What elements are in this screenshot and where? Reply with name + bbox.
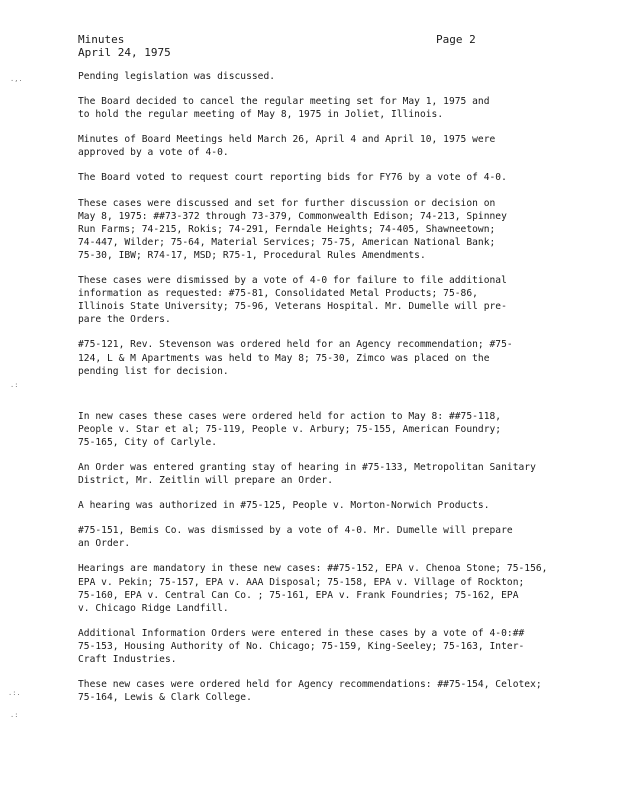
paragraph [78,627,560,666]
paragraph [78,338,560,377]
text-line: 124, L & M Apartments was held to May 8; 75-30, Zimco was placed on the [78,352,490,364]
paragraph [78,410,560,449]
text-line: In new cases these cases were ordered held for action to May 8: ##75-118, [78,410,502,422]
text-line: These new cases were ordered held for Agency recommendations: ##75-154, Celotex; [78,679,542,691]
paragraph [78,524,560,550]
paragraph [78,70,560,83]
text-line: May 8, 1975: ##73-372 through 73-379, Commonwealth Edison; 74-213, Spinney [78,210,507,222]
text-line: #75-151, Bemis Co. was dismissed by a vote of 4-0. Mr. Dumelle will prepare [78,525,513,537]
paragraph [78,197,560,262]
text-line: 75-164, Lewis & Clark College. [78,692,252,704]
text-line: The Board decided to cancel the regular meeting set for May 1, 1975 and [78,96,490,108]
scan-mark: .: [10,711,19,719]
text-line: Hearings are mandatory in these new cases: ##75-152, EPA v. Chenoa Stone; 75-156, [78,563,548,575]
text-line: 75-30, IBW; R74-17, MSD; R75-1, Procedural Rules Amendments. [78,249,426,261]
paragraph [78,133,560,159]
text-line: an Order. [78,538,131,550]
text-line: Pending legislation was discussed. [78,71,276,82]
paragraph [78,95,560,121]
document-header [78,33,171,59]
text-line: Craft Industries. [78,654,177,665]
scan-mark: .: [10,381,19,389]
text-line: Illinois State University; 75-96, Veterans Hospital. Mr. Dumelle will pre- [78,301,507,313]
text-line: approved by a vote of 4-0. [78,147,229,159]
header-title: Minutes [78,33,125,46]
paragraph [78,499,560,512]
paragraph [78,562,560,614]
text-line: 75-165, City of Carlyle. [78,436,218,448]
header-date: April 24, 1975 [78,46,171,59]
text-line: Additional Information Orders were entered in these cases by a vote of 4-0:## [78,627,525,639]
text-line: These cases were discussed and set for further discussion or decision on [78,197,496,209]
text-line: A hearing was authorized in #75-125, People v. Morton-Norwich Products. [78,500,490,512]
minutes-body [78,70,560,716]
page-number: Page 2 [436,33,476,46]
paragraph [78,678,560,704]
text-line: 74-447, Wilder; 75-64, Material Services; 75-75, American National Bank; [78,236,496,248]
text-line: People v. Star et al; 75-119, People v. Arbury; 75-155, American Foundry; [78,423,502,435]
paragraph [78,461,560,487]
text-line: to hold the regular meeting of May 8, 1975 in Joliet, Illinois. [78,109,444,121]
paragraph [78,171,560,184]
text-line: 75-160, EPA v. Central Can Co. ; 75-161, EPA v. Frank Foundries; 75-162, EPA [78,589,519,601]
text-line: The Board voted to request court reporting bids for FY76 by a vote of 4-0. [78,172,507,184]
text-line: EPA v. Pekin; 75-157, EPA v. AAA Disposal; 75-158, EPA v. Village of Rockton; [78,576,525,588]
text-line: 75-153, Housing Authority of No. Chicago; 75-159, King-Seeley; 75-163, Inter- [78,640,525,652]
spacer [78,390,560,410]
text-line: pare the Orders. [78,314,171,326]
scan-mark: .,. [10,75,23,83]
text-line: Run Farms; 74-215, Rokis; 74-291, Ferndale Heights; 74-405, Shawneetown; [78,223,496,235]
text-line: District, Mr. Zeitlin will prepare an Order. [78,475,334,487]
paragraph [78,274,560,326]
text-line: An Order was entered granting stay of hearing in #75-133, Metropolitan Sanitary [78,461,536,473]
text-line: These cases were dismissed by a vote of 4-0 for failure to file additional [78,275,507,287]
text-line: information as requested: #75-81, Consolidated Metal Products; 75-86, [78,288,478,300]
scan-mark: .:. [8,689,21,697]
text-line: v. Chicago Ridge Landfill. [78,602,229,614]
text-line: #75-121, Rev. Stevenson was ordered held for an Agency recommendation; #75- [78,339,513,351]
text-line: Minutes of Board Meetings held March 26, April 4 and April 10, 1975 were [78,134,496,146]
text-line: pending list for decision. [78,365,229,377]
